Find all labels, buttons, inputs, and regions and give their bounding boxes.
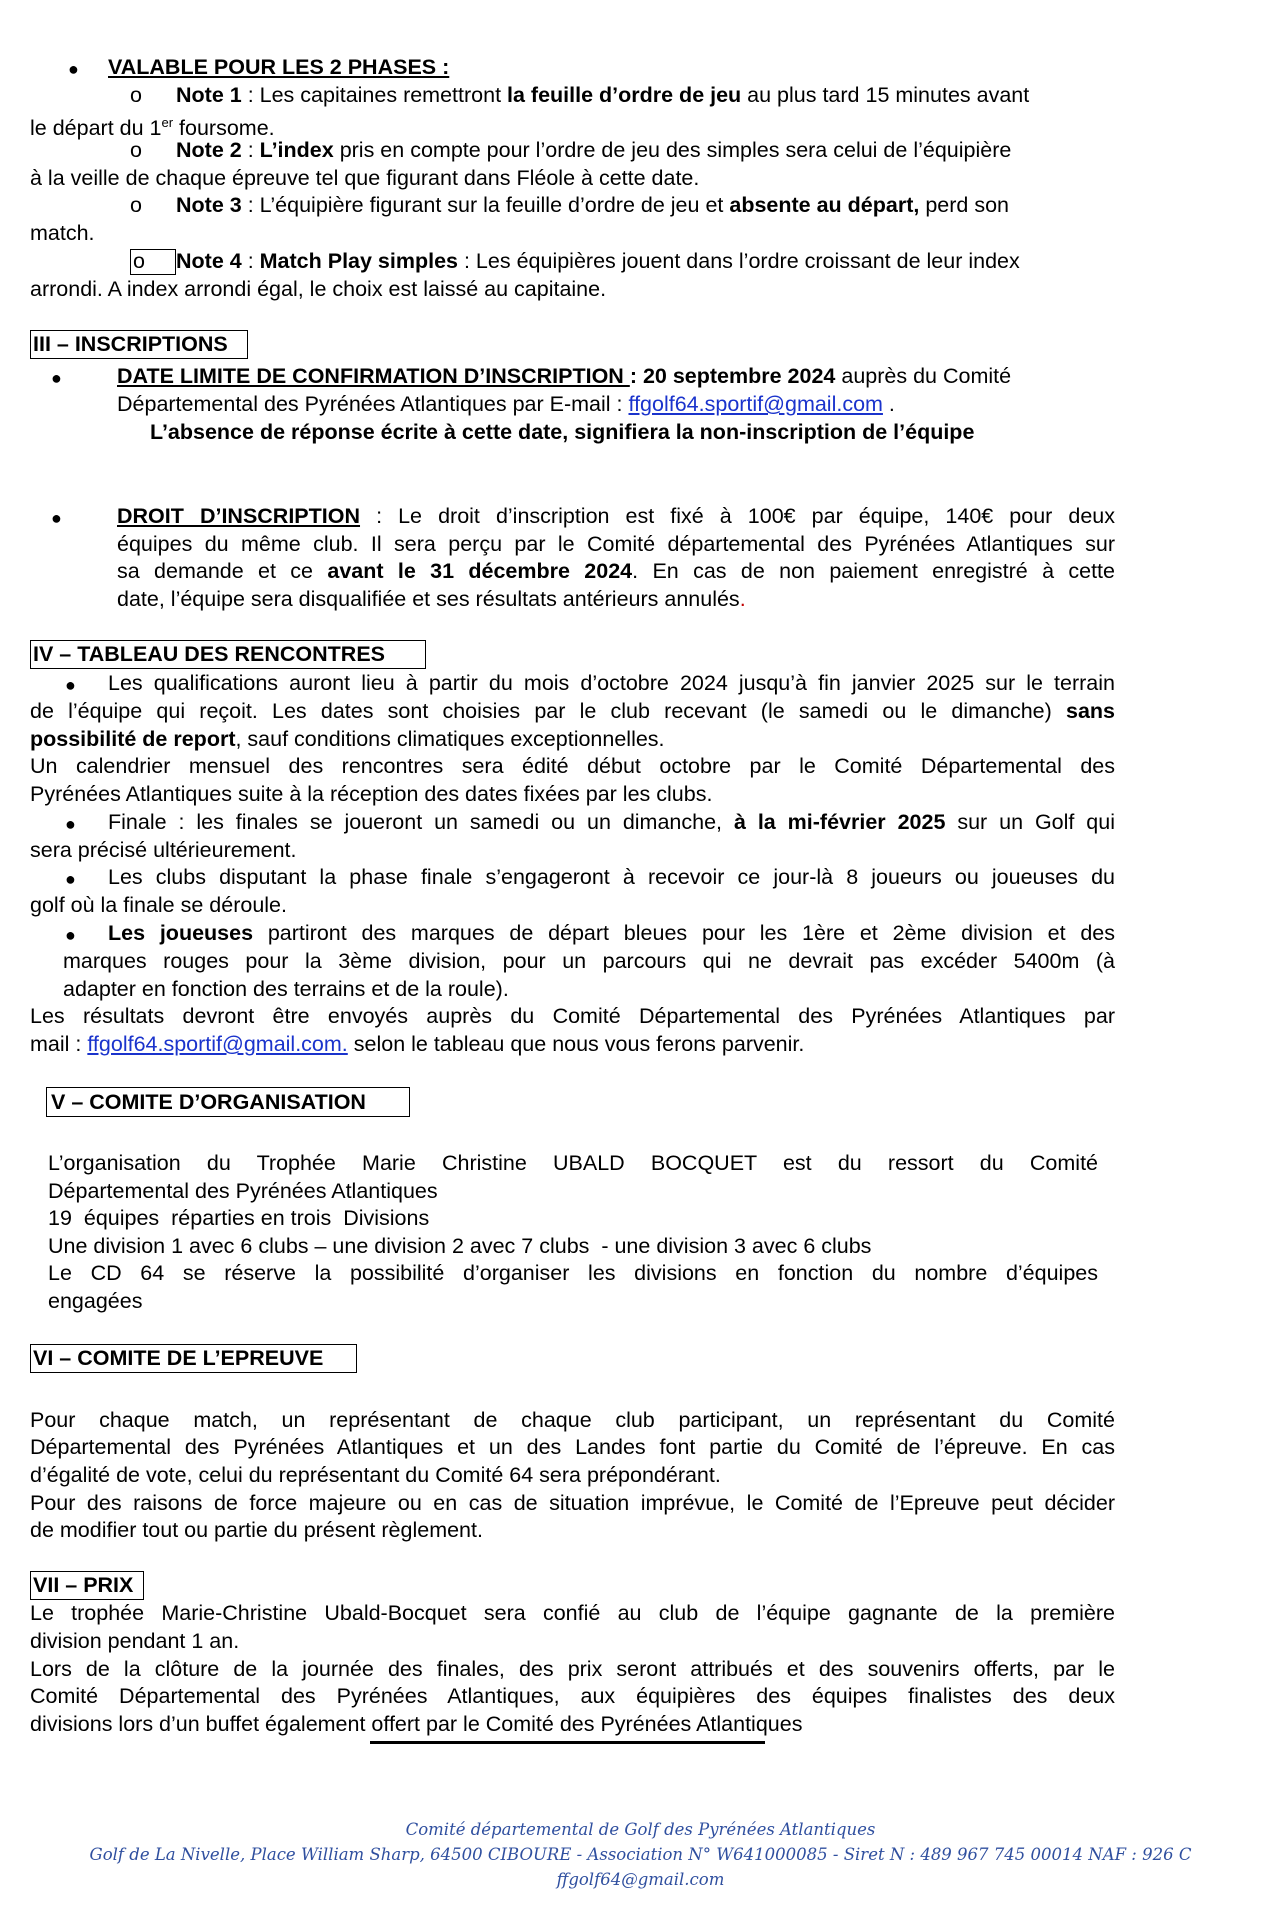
tableau-p5-l2: marques rouges pour la 3ème division, pour un parcours qui ne devrait pas excéder 5400m (à (63, 949, 1115, 973)
tableau-p5-l3: adapter en fonction des terrains et de la roule). (63, 977, 509, 1001)
deadline-line2-text: Départemental des Pyrénées Atlantiques par E-mail : (117, 392, 629, 416)
prix-l2: division pendant 1 an. (30, 1629, 240, 1653)
bullet-dot: ● (65, 814, 76, 834)
epreuve-l3: d’égalité de vote, celui du représentant du Comité 64 sera prépondérant. (30, 1463, 721, 1487)
epreuve-l4: Pour des raisons de force majeure ou en cas de situation imprévue, le Comité de l’Epreuve peut décider (30, 1491, 1115, 1515)
note-marker: o (130, 193, 142, 217)
tableau-p6-l2-end: selon le tableau que nous vous ferons parvenir. (347, 1032, 805, 1056)
note-marker: o (130, 138, 142, 162)
organisation-l5: Le CD 64 se réserve la possibilité d’organiser les divisions en fonction du nombre d’équipes (48, 1261, 1098, 1285)
note-2-label: Note 2 (176, 138, 242, 162)
organisation-l2: Départemental des Pyrénées Atlantiques (48, 1179, 438, 1203)
tableau-p1-l2-text: de l’équipe qui reçoit. Les dates sont choisies par le club recevant (le samedi ou le dimanche) (30, 699, 1066, 723)
fee-line3-c: . En cas de non paiement enregistré à cette (632, 559, 1115, 583)
note-2 (176, 136, 1011, 164)
note-2-bold: L’index (259, 138, 334, 162)
deadline-text: auprès du Comité (835, 364, 1012, 388)
tableau-p1-l3-bold: possibilité de report (30, 727, 236, 751)
note-4-label: Note 4 (176, 249, 242, 273)
organisation-heading: V – COMITE D’ORGANISATION (51, 1090, 366, 1114)
bullet-dot: ● (68, 59, 79, 79)
email-link[interactable]: ffgolf64.sportif@gmail.com (628, 392, 883, 416)
fee-line-2: équipes du même club. Il sera perçu par le Comité départemental des Pyrénées Atlantiques sur (117, 532, 1115, 556)
epreuve-l5: de modifier tout ou partie du présent règlement. (30, 1518, 483, 1542)
prix-underline-rule (370, 1741, 765, 1744)
note-4-line-2: arrondi. A index arrondi égal, le choix est laissé au capitaine. (30, 277, 607, 301)
note-1 (176, 81, 1029, 109)
fee-label: DROIT D’INSCRIPTION (117, 504, 361, 528)
note-3-label: Note 3 (176, 193, 242, 217)
note-4-text: : (241, 249, 260, 273)
epreuve-heading: VI – COMITE DE L’EPREUVE (33, 1346, 324, 1370)
note-4 (176, 247, 1020, 275)
tableau-p1-l1: Les qualifications auront lieu à partir du mois d’octobre 2024 jusqu’à fin janvier 2025 sur le terrain (108, 671, 1115, 695)
organisation-l4: Une division 1 avec 6 clubs – une division 2 avec 7 clubs - une division 3 avec 6 clubs (48, 1234, 872, 1258)
deadline-line-1 (117, 362, 1011, 390)
footer-email: ffgolf64@gmail.com (556, 1870, 725, 1889)
organisation-l6: engagées (48, 1289, 143, 1313)
note-3 (176, 191, 1009, 219)
note-marker: o (133, 249, 145, 273)
tableau-p6-l2-text: mail : (30, 1032, 88, 1056)
bullet-dot: ● (51, 508, 62, 528)
prix-l4: Comité Départemental des Pyrénées Atlantiques, aux équipières des équipes finalistes des deux (30, 1684, 1115, 1708)
tableau-p4-l1: Les clubs disputant la phase finale s’engageront à recevoir ce jour-là 8 joueurs ou joueuses du (108, 865, 1115, 889)
note-4-bold: Match Play simples (259, 249, 459, 273)
organisation-l1: L’organisation du Trophée Marie Christine UBALD BOCQUET est du ressort du Comité (48, 1151, 1098, 1175)
note-2-text: : (241, 138, 260, 162)
tableau-p3-l1-bold: à la mi-février 2025 (733, 810, 946, 834)
note-marker: o (130, 83, 142, 107)
bullet-dot: ● (65, 869, 76, 889)
bullet-dot: ● (51, 368, 62, 388)
fee-line4-text: date, l’équipe sera disqualifiée et ses résultats antérieurs annulés (117, 587, 740, 611)
note-1-line2-b: foursome. (173, 116, 275, 141)
fee-line-1 (117, 502, 1115, 530)
absence-notice: L’absence de réponse écrite à cette date, signifiera la non-inscription de l’équipe (150, 420, 975, 444)
tableau-p6-l1: Les résultats devront être envoyés auprès du Comité Départemental des Pyrénées Atlantiques par (30, 1004, 1115, 1028)
footer-organisation: Comité départemental de Golf des Pyrénées Atlantiques (405, 1820, 876, 1839)
tableau-heading: IV – TABLEAU DES RENCONTRES (33, 642, 385, 666)
phases-title: VALABLE POUR LES 2 PHASES : (108, 55, 450, 79)
organisation-l3: 19 équipes réparties en trois Divisions (48, 1206, 430, 1230)
tableau-p1-l3 (30, 725, 665, 753)
fee-line3-a: sa demande et ce (117, 559, 328, 583)
tableau-p2-l2: Pyrénées Atlantiques suite à la réception des dates fixées par les clubs. (30, 782, 713, 806)
note-3-line-2: match. (30, 221, 95, 245)
bullet-dot: ● (65, 925, 76, 945)
prix-l1: Le trophée Marie-Christine Ubald-Bocquet sera confié au club de l’équipe gagnante de la première (30, 1601, 1115, 1625)
deadline-label: DATE LIMITE DE CONFIRMATION D’INSCRIPTION (117, 364, 630, 388)
tableau-p5-l1-text: partiront des marques de départ bleues pour les 1ère et 2ème division et des (253, 921, 1115, 945)
note-2-line-2: à la veille de chaque épreuve tel que figurant dans Fléole à cette date. (30, 166, 700, 190)
note-1-sup: er (161, 115, 174, 130)
tableau-p3-l1-end: sur un Golf qui (945, 810, 1115, 834)
tableau-p3-l1-text: Finale : les finales se joueront un samedi ou un dimanche, (108, 810, 734, 834)
tableau-p5-l1-bold: Les joueuses (108, 921, 254, 945)
note-3-text: : L’équipière figurant sur la feuille d’ordre de jeu et (241, 193, 730, 217)
note-3-bold: absente au départ, (729, 193, 920, 217)
tableau-p1-l2-bold: sans (1065, 699, 1115, 723)
epreuve-l2: Départemental des Pyrénées Atlantiques et un des Landes font partie du Comité de l’épreuve. En cas (30, 1435, 1115, 1459)
note-1-bold: la feuille d’ordre de jeu (507, 83, 742, 107)
fee-line-4 (117, 585, 746, 613)
tableau-p1-l2 (30, 697, 1115, 725)
deadline-colon: : (629, 364, 643, 388)
inscriptions-heading: III – INSCRIPTIONS (33, 332, 228, 356)
tableau-p6-l2 (30, 1030, 804, 1058)
deadline-date: 20 septembre 2024 (642, 364, 836, 388)
deadline-line2-end: . (882, 392, 895, 416)
fee-deadline: avant le 31 décembre 2024 (327, 559, 633, 583)
footer-address: Golf de La Nivelle, Place William Sharp, 64500 CIBOURE - Association N° W641000085 - Siret N : 489 967 745 00014 NAF : 926 C (89, 1845, 1192, 1864)
note-1-text-end: au plus tard 15 minutes avant (741, 83, 1030, 107)
tableau-p2-l1: Un calendrier mensuel des rencontres sera édité début octobre par le Comité Départemental des (30, 754, 1115, 778)
epreuve-l1: Pour chaque match, un représentant de chaque club participant, un représentant du Comité (30, 1408, 1115, 1432)
fee-line4-dot: . (739, 587, 746, 611)
note-4-text-end: : Les équipières jouent dans l’ordre croissant de leur index (458, 249, 1020, 273)
tableau-p5-l1 (108, 919, 1115, 947)
tableau-p3-l1 (108, 808, 1115, 836)
deadline-line-2 (117, 390, 895, 418)
tableau-p3-l2: sera précisé ultérieurement. (30, 838, 297, 862)
note-1-label: Note 1 (176, 83, 242, 107)
fee-line-3 (117, 557, 1115, 585)
prix-l5: divisions lors d’un buffet également offert par le Comité des Pyrénées Atlantiques (30, 1712, 803, 1736)
results-email-link[interactable]: ffgolf64.sportif@gmail.com. (87, 1032, 348, 1056)
tableau-p1-l3-text: , sauf conditions climatiques exceptionnelles. (235, 727, 665, 751)
note-1-line2-a: le départ du 1 (30, 116, 162, 141)
note-1-text: : Les capitaines remettront (241, 83, 508, 107)
fee-text: : Le droit d’inscription est fixé à 100€ par équipe, 140€ pour deux (360, 504, 1115, 528)
tableau-p4-l2: golf où la finale se déroule. (30, 893, 287, 917)
prix-l3: Lors de la clôture de la journée des finales, des prix seront attribués et des souvenirs offerts, par le (30, 1657, 1115, 1681)
bullet-dot: ● (65, 675, 76, 695)
note-2-text-end: pris en compte pour l’ordre de jeu des simples sera celui de l’équipière (333, 138, 1012, 162)
prix-heading: VII – PRIX (33, 1573, 134, 1597)
note-3-text-end: perd son (919, 193, 1009, 217)
